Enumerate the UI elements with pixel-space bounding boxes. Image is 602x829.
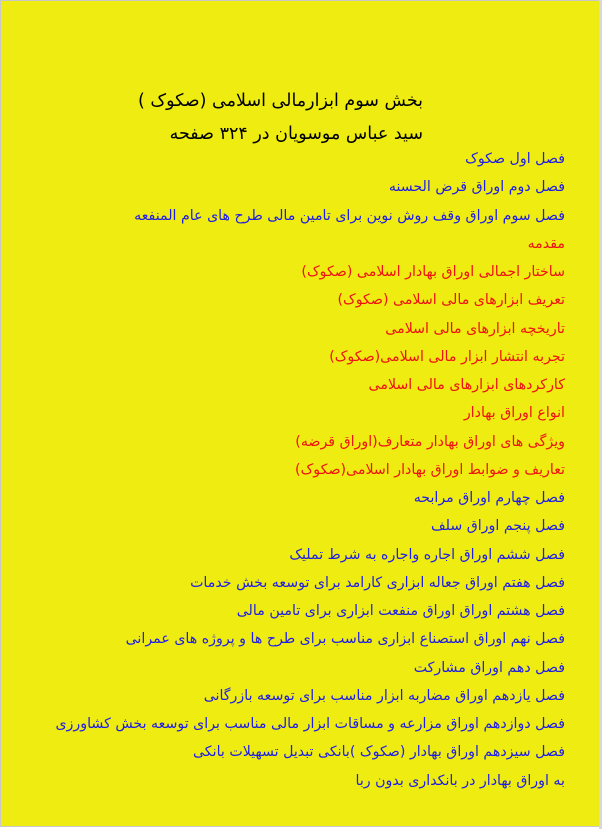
toc-chapter: فصل یازدهم اوراق مضاربه ابزار مناسب برای توسعه بازرگانی bbox=[203, 687, 565, 704]
toc-section: انواع اوراق بهادار bbox=[463, 405, 565, 422]
toc-section: کارکردهای ابزارهای مالی اسلامی bbox=[368, 377, 565, 393]
toc-chapter: فصل سوم اوراق وقف روش نوین برای تامین مالی طرح های عام المنفعه bbox=[134, 207, 565, 224]
toc-section: تجربه انتشار ابزار مالی اسلامی(صکوک) bbox=[329, 348, 565, 365]
table-of-contents bbox=[55, 145, 565, 795]
toc-chapter: فصل دوازدهم اوراق مزارعه و مساقات ابزار مالی مناسب برای توسعه بخش کشاورزی bbox=[55, 716, 565, 732]
toc-chapter: فصل سیزدهم اوراق بهادار (صکوک )بانکی تبدیل تسهیلات بانکی bbox=[192, 744, 565, 761]
document-title: بخش سوم ابزارمالی اسلامی (صکوک ) bbox=[138, 91, 423, 111]
toc-section: تعریف ابزارهای مالی اسلامی (صکوک) bbox=[337, 292, 565, 309]
toc-chapter: فصل ششم اوراق اجاره واجاره به شرط تملیک bbox=[289, 546, 565, 563]
toc-chapter: فصل دهم اوراق مشارکت bbox=[413, 659, 565, 676]
toc-chapter: فصل پنجم اوراق سلف bbox=[430, 518, 565, 535]
toc-section: ویژگی های اوراق بهادار متعارف(اوراق قرضه) bbox=[295, 433, 565, 450]
toc-chapter: فصل هفتم اوراق جعاله ابزاری کارامد برای توسعه بخش خدمات bbox=[190, 574, 565, 591]
toc-chapter: فصل هشتم اوراق اوراق منفعت ابزاری برای تامین مالی bbox=[236, 603, 565, 619]
toc-chapter: فصل چهارم اوراق مرابحه bbox=[413, 490, 565, 506]
toc-section: تعاریف و ضوابط اوراق بهادار اسلامی(صکوک) bbox=[295, 461, 565, 478]
toc-chapter: فصل نهم اوراق استصناع ابزاری مناسب برای طرح ها و پروژه های عمرانی bbox=[125, 631, 565, 648]
toc-chapter: فصل دوم اوراق قرض الحسنه bbox=[388, 179, 565, 196]
document-subtitle: سید عباس موسویان در ۳۲۴ صفحه bbox=[169, 124, 423, 144]
toc-section: ساختار اجمالی اوراق بهادار اسلامی (صکوک) bbox=[301, 264, 565, 280]
toc-chapter: فصل اول صکوک bbox=[465, 151, 565, 167]
toc-chapter: به اوراق بهادار در بانکداری بدون ربا bbox=[355, 772, 565, 789]
toc-section: تاریخچه ابزارهای مالی اسلامی bbox=[385, 320, 565, 337]
toc-section: مقدمه bbox=[527, 235, 565, 252]
